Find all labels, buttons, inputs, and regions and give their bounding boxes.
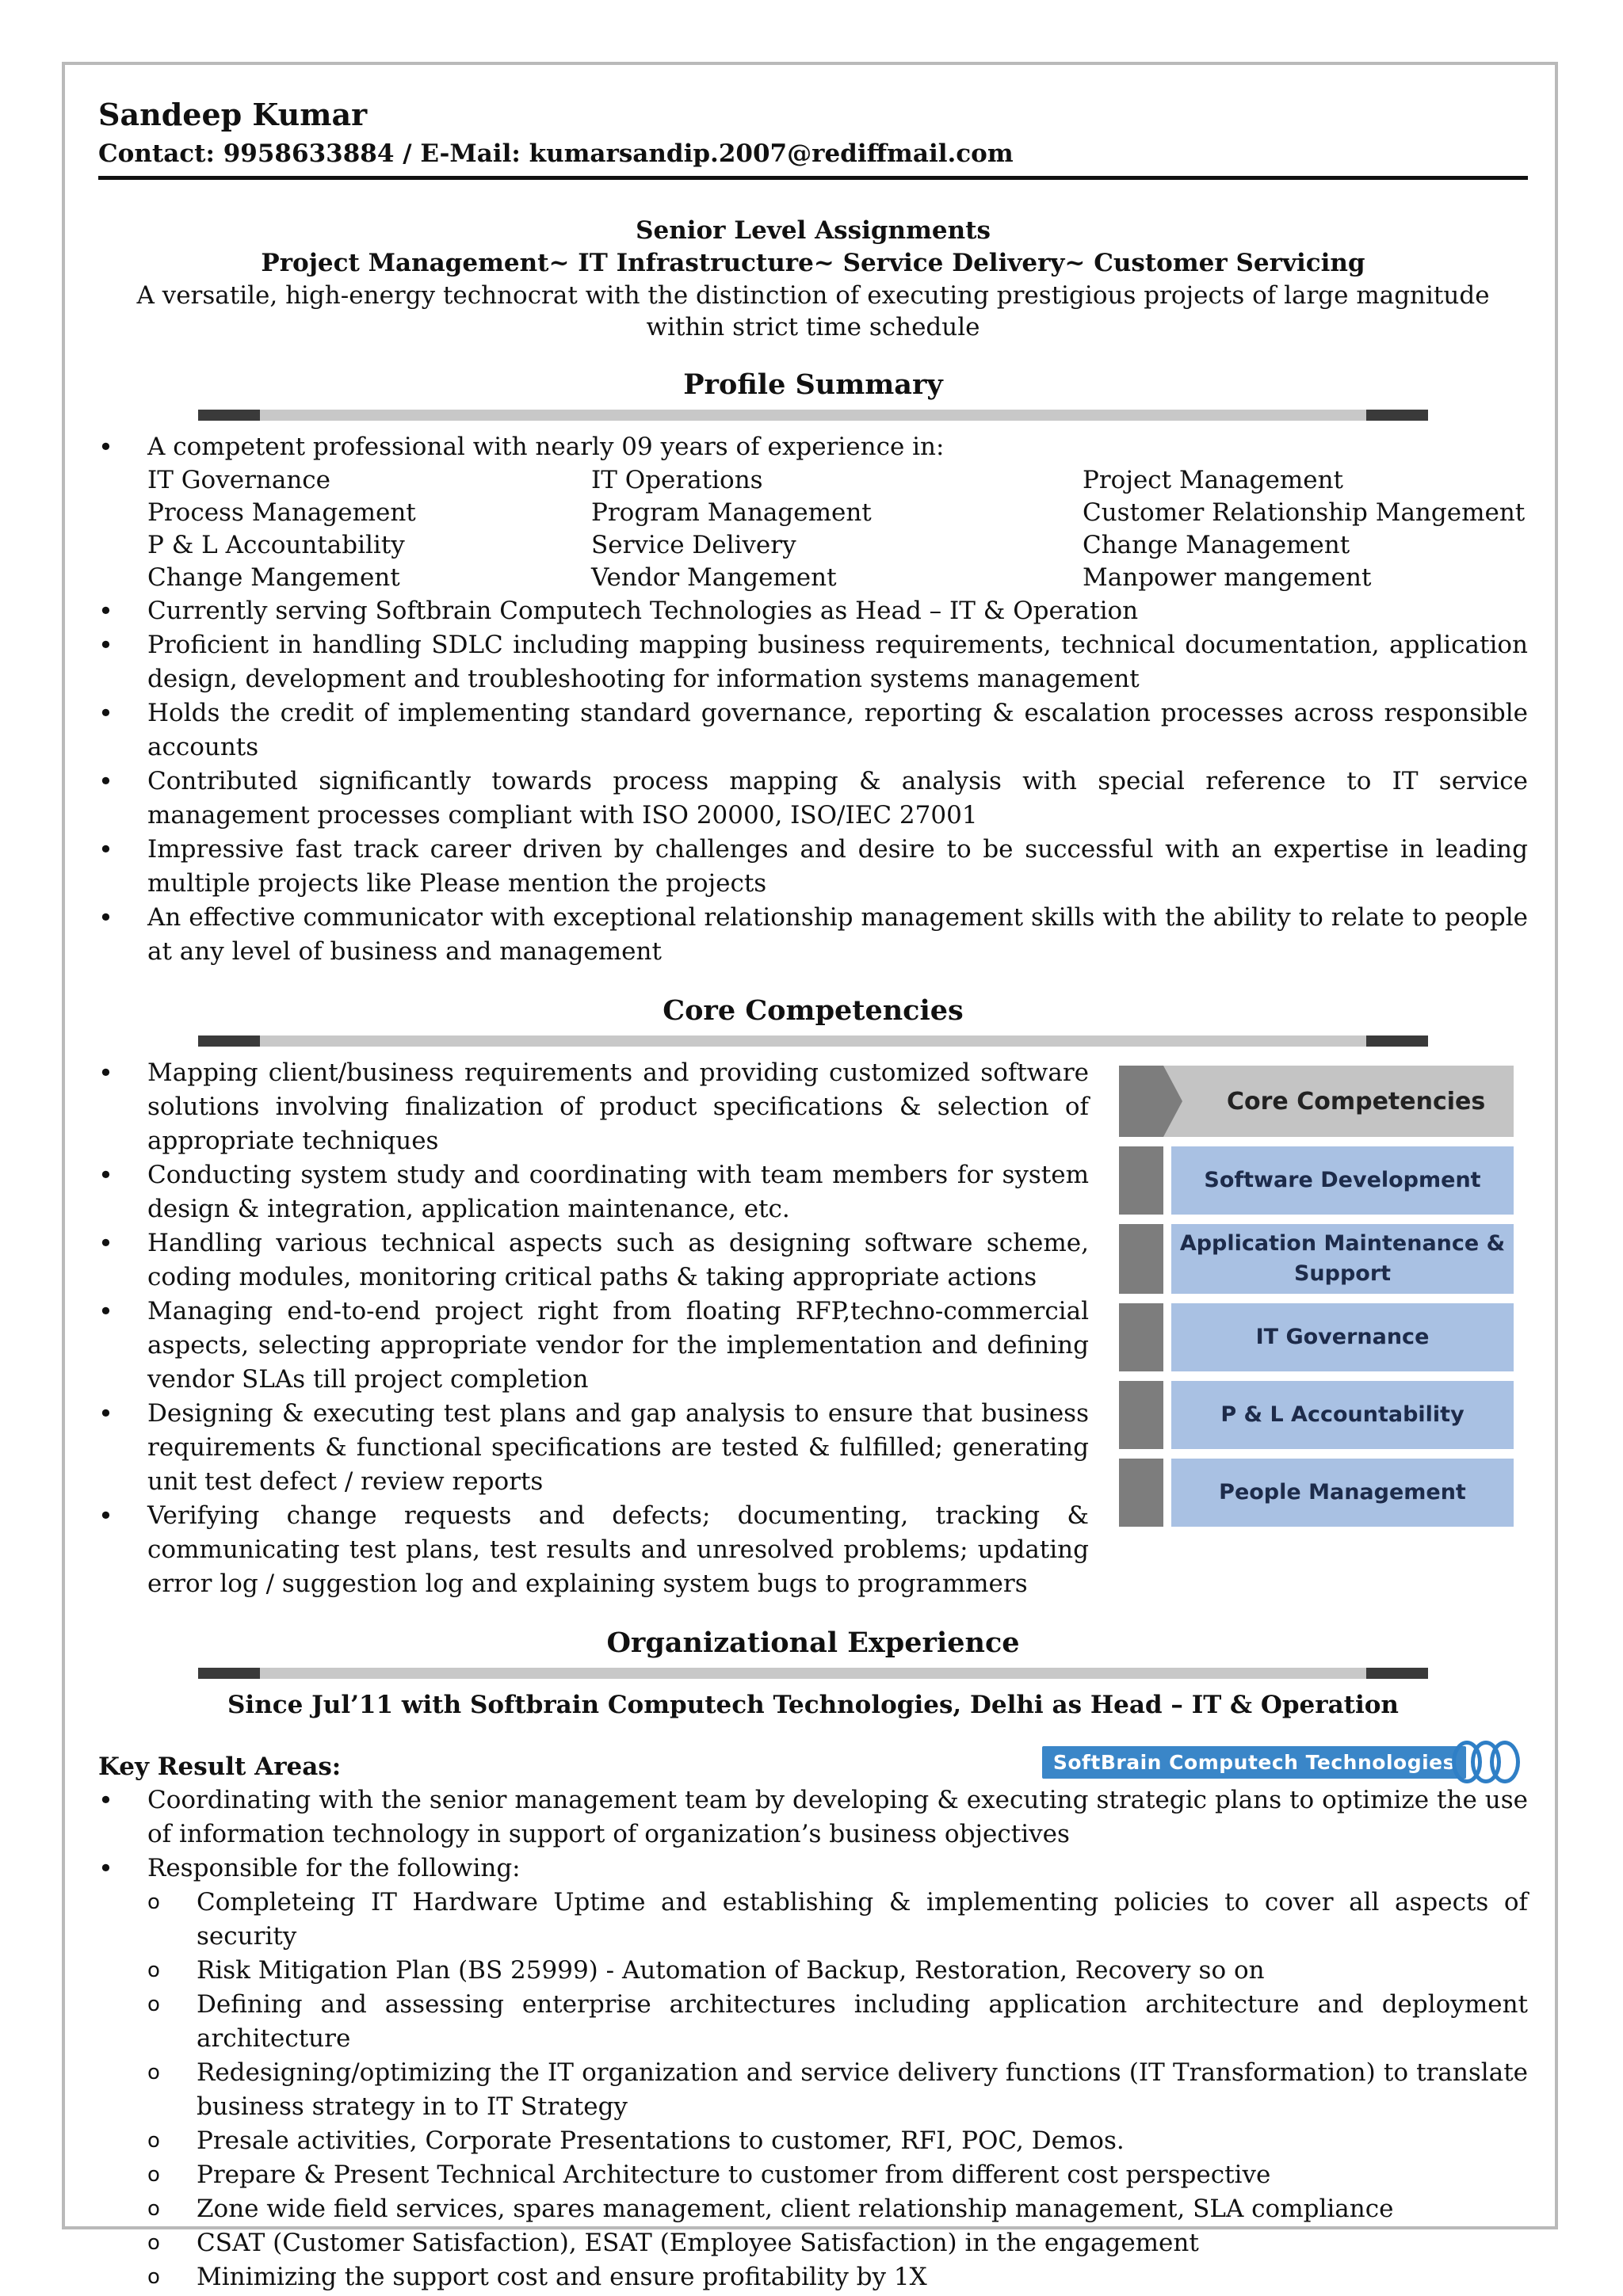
competency-row: [1119, 1459, 1514, 1527]
skill-item: IT Governance: [147, 466, 331, 494]
core-bullet: • Mapping client/business requirements and providing customized software solutions involving finalization of product specifications & selection of appropriate techniques: [98, 1056, 1089, 1158]
skill-item: Project Management: [1083, 466, 1343, 494]
competency-panel: [1119, 1066, 1514, 1527]
skill-item: Customer Relationship Mangement: [1083, 498, 1526, 527]
competency-row: [1119, 1303, 1514, 1371]
responsibility-item: o Zone wide field services, spares management, client relationship management, SLA compliance: [147, 2192, 1528, 2226]
core-bullet: • Managing end-to-end project right from floating RFP,techno-commercial aspects, selecting appropriate vendor for the implementation and defining vendor SLAs till project completion: [98, 1295, 1089, 1397]
profile-list: [98, 430, 1528, 464]
core-bullet: • Designing & executing test plans and gap analysis to ensure that business requirements & functional specifications are tested & fulfilled; generating unit test defect / review reports: [98, 1397, 1089, 1499]
section-bar-profile: [198, 410, 1428, 421]
tagline-block: [98, 215, 1528, 343]
responsibility-item: o Prepare & Present Technical Architecture to customer from different cost perspective: [147, 2158, 1528, 2192]
skill-item: Program Management: [591, 498, 872, 527]
skill-item: Service Delivery: [591, 531, 796, 559]
skill-item: Change Mangement: [147, 563, 400, 592]
competency-box: Application Maintenance & Support: [1171, 1224, 1514, 1294]
resume-page: [98, 93, 1528, 2294]
section-bar-experience: [198, 1668, 1428, 1679]
competency-box: P & L Accountability: [1171, 1381, 1514, 1449]
skill-item: IT Operations: [591, 466, 763, 494]
profile-bullet: • Proficient in handling SDLC including mapping business requirements, technical documentation, application design, development and troubleshooting for information systems management: [98, 628, 1528, 696]
experience-bullets: [98, 1783, 1528, 1886]
competency-panel-title: Core Competencies: [1227, 1087, 1486, 1116]
experience-bullet: • Coordinating with the senior management team by developing & executing strategic plans to optimize the use of information technology in support of organization’s business objectives: [98, 1783, 1528, 1852]
competency-box: People Management: [1171, 1459, 1514, 1527]
header-divider: [98, 176, 1528, 180]
responsibility-item: o Completeing IT Hardware Uptime and establishing & implementing policies to cover all aspects of security: [147, 1886, 1528, 1954]
profile-bullet: • An effective communicator with exceptional relationship management skills with the ability to relate to people at any level of business and management: [98, 901, 1528, 969]
section-title-core: Core Competencies: [663, 994, 964, 1027]
tagline-focus-areas: Project Management~ IT Infrastructure~ Service Delivery~ Customer Servicing: [261, 249, 1365, 277]
competency-row: [1119, 1381, 1514, 1449]
responsibility-item: o Minimizing the support cost and ensure profitability by 1X: [147, 2260, 1528, 2294]
company-logo-text: SoftBrain Computech Technologies: [1042, 1746, 1466, 1779]
competency-box: IT Governance: [1171, 1303, 1514, 1371]
responsibility-item: o Risk Mitigation Plan (BS 25999) - Automation of Backup, Restoration, Recovery so on: [147, 1954, 1528, 1988]
responsibility-item: o CSAT (Customer Satisfaction), ESAT (Employee Satisfaction) in the engagement: [147, 2226, 1528, 2260]
competency-box: Software Development: [1171, 1146, 1514, 1215]
skill-item: P & L Accountability: [147, 531, 405, 559]
tagline-title: Senior Level Assignments: [636, 216, 991, 245]
skill-item: Process Management: [147, 498, 416, 527]
kra-label: Key Result Areas:: [98, 1753, 342, 1781]
profile-bullet: • Holds the credit of implementing standard governance, reporting & escalation processes across responsible accounts: [98, 696, 1528, 765]
experience-bullet: • Responsible for the following:: [98, 1852, 1528, 1886]
profile-bullet: • Impressive fast track career driven by challenges and desire to be successful with an expertise in leading multiple projects like Please mention the projects: [98, 833, 1528, 901]
profile-bullet: • Currently serving Softbrain Computech Technologies as Head – IT & Operation: [98, 594, 1528, 628]
section-bar-core: [198, 1035, 1428, 1047]
profile-bullets: [98, 594, 1528, 969]
tagline-description: A versatile, high-energy technocrat with the distinction of executing prestigious projects of large magnitude within strict time schedule: [136, 281, 1490, 341]
responsibility-list: [98, 1886, 1528, 2294]
responsibility-item: o Redesigning/optimizing the IT organization and service delivery functions (IT Transformation) to translate business strategy in to IT Strategy: [147, 2056, 1528, 2124]
competency-row: [1119, 1224, 1514, 1294]
candidate-name: Sandeep Kumar: [98, 97, 368, 132]
competency-row: [1119, 1146, 1514, 1215]
responsibility-item: o Presale activities, Corporate Presentations to customer, RFI, POC, Demos.: [147, 2124, 1528, 2158]
contact-line: Contact: 9958633884 / E-Mail: kumarsandip.2007@rediffmail.com: [98, 139, 1014, 168]
skills-grid: [98, 464, 1528, 594]
responsibility-item: o Defining and assessing enterprise architectures including application architecture and deployment architecture: [147, 1988, 1528, 2056]
core-bullet: • Verifying change requests and defects; documenting, tracking & communicating test plans, test results and unresolved problems; updating error log / suggestion log and explaining system bugs to programmers: [98, 1499, 1089, 1601]
core-competencies-block: [98, 1056, 1528, 1601]
employment-line: Since Jul’11 with Softbrain Computech Technologies, Delhi as Head – IT & Operation: [227, 1691, 1399, 1719]
competency-panel-header: [1119, 1066, 1514, 1137]
company-logo: [1042, 1741, 1520, 1783]
core-bullet: • Handling various technical aspects such as designing software scheme, coding modules, monitoring critical paths & taking appropriate actions: [98, 1226, 1089, 1295]
chevron-right-icon: [1119, 1066, 1182, 1137]
logo-rings-icon: [1463, 1741, 1520, 1783]
skill-item: Manpower mangement: [1083, 563, 1372, 592]
profile-bullet: • Contributed significantly towards process mapping & analysis with special reference to IT service management processes compliant with ISO 20000, ISO/IEC 27001: [98, 765, 1528, 833]
skill-item: Change Management: [1083, 531, 1350, 559]
kra-header-row: [98, 1741, 1528, 1783]
core-bullets: [98, 1056, 1089, 1601]
core-bullet: • Conducting system study and coordinating with team members for system design & integration, application maintenance, etc.: [98, 1158, 1089, 1226]
profile-intro: • A competent professional with nearly 09 years of experience in:: [98, 430, 1528, 464]
section-title-experience: Organizational Experience: [606, 1627, 1020, 1659]
skill-item: Vendor Mangement: [591, 563, 837, 592]
section-title-profile: Profile Summary: [683, 368, 943, 401]
